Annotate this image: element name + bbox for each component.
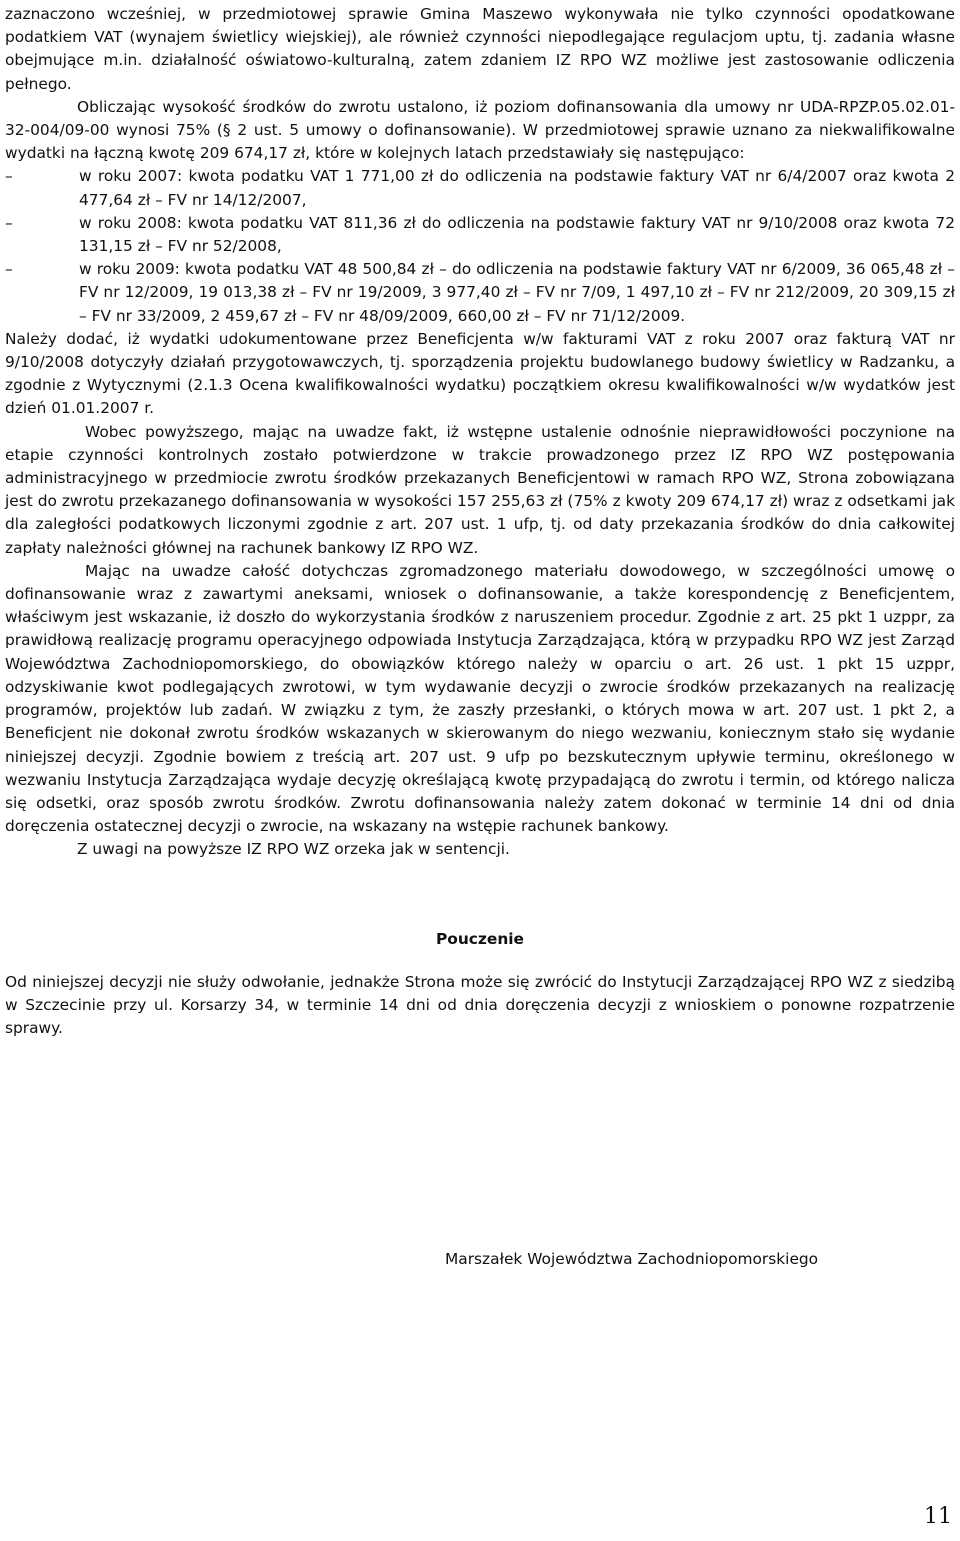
paragraph-justification: Mając na uwadze całość dotychczas zgromadzonego materiału dowodowego, w szczególności umowę o dofinansowanie wraz z zawartymi aneksami, wniosek o dofinansowanie, a także korespondencję z Beneficjentem, właściwym jest wskazanie, iż doszło do wykorzystania środków z naruszeniem procedur. Zgodnie z art. 25 pkt 1 uzppr, za prawidłową realizację programu operacyjnego odpowiada Instytucja Zarządzająca, którą w przypadku RPO WZ jest Zarząd Województwa Zachodniopomorskiego, do obowiązków którego należy w oparciu o art. 26 ust. 1 pkt 15 uzppr, odzyskiwanie kwot podlegających zwrotowi, w tym wydawanie decyzji o zwrocie środków przekazanych na realizację programów, projektów lub zadań. W związku z tym, że zaszły przesłanki, o których mowa w art. 207 ust. 1 pkt 2, a Beneficjent nie dokonał zwrotu środków wskazanych w skierowanym do niego wezwaniu, koniecznym stało się wydanie niniejszej decyzji. Zgodnie bowiem z treścią art. 207 ust. 9 ufp po bezskutecznym upływie terminu, określonego w wezwaniu Instytucja Zarządzająca wydaje decyzję określającą kwotę przypadającą do zwrotu i termin, od którego nalicza się odsetki, oraz sposób zwrotu środków. Zwrotu dofinansowania należy zatem dokonać w terminie 14 dni od dnia doręczenia ostatecznej decyzji o zwrocie, na wskazany na wstępie rachunek bankowy. — [5, 561, 955, 836]
document-body — [5, 3, 955, 1040]
instruction-heading: Pouczenie — [435, 929, 524, 948]
dash-bullet: – — [5, 167, 13, 186]
paragraph-ruling: Z uwagi na powyższe IZ RPO WZ orzeka jak w sentencji. — [77, 840, 510, 859]
paragraph-calculation: Obliczając wysokość środków do zwrotu ustalono, iż poziom dofinansowania dla umowy nr UDA-RPZP.05.02.01-32-004/09-00 wynosi 75% (§ 2 ust. 5 umowy o dofinansowanie). W przedmiotowej sprawie uznano za niekwalifikowalne wydatki na łączną kwotę 209 674,17 zł, które w kolejnych latach przedstawiały się następująco: — [5, 97, 955, 163]
dash-bullet: – — [5, 213, 13, 232]
paragraph-instruction: Od niniejszej decyzji nie służy odwołanie, jednakże Strona może się zwrócić do Instytucji Zarządzającej RPO WZ z siedzibą w Szczecinie przy ul. Korsarzy 34, w terminie 14 dni od dnia doręczenia decyzji z wnioskiem o ponowne rozpatrzenie sprawy. — [5, 972, 955, 1038]
signature-line: Marszałek Województwa Zachodniopomorskiego — [445, 1250, 819, 1268]
list-item-text: w roku 2007: kwota podatku VAT 1 771,00 zł do odliczenia na podstawie faktury VAT nr 6/4/2007 oraz kwota 2 477,64 zł – FV nr 14/12/2007, — [79, 167, 955, 209]
paragraph-note: Należy dodać, iż wydatki udokumentowane przez Beneficjenta w/w fakturami VAT z roku 2007 oraz fakturą VAT nr 9/10/2008 dotyczyły działań przygotowawczych, tj. sporządzenia projektu budowlanego budowy świetlicy w Radzanku, a zgodnie z Wytycznymi (2.1.3 Ocena kwalifikowalności wydatku) początkiem okresu kwalifikowalności w/w wydatków jest dzień 01.01.2007 r. — [5, 329, 955, 418]
dash-bullet: – — [5, 260, 13, 279]
paragraph-conclusion: Wobec powyższego, mając na uwadze fakt, iż wstępne ustalenie odnośnie nieprawidłowości poczynione na etapie czynności kontrolnych zostało potwierdzone w trakcie prowadzonego przez IZ RPO WZ postępowania administracyjnego w przedmiocie zwrotu środków przekazanych Beneficjentowi w ramach RPO WZ, Strona zobowiązana jest do zwrotu przekazanego dofinansowania w wysokości 157 255,63 zł (75% z kwoty 209 674,17 zł) wraz z odsetkami jak dla zaległości podatkowych liczonymi zgodnie z art. 207 ust. 1 ufp, tj. od daty przekazania środków do dnia całkowitej zapłaty należności głównej na rachunek bankowy IZ RPO WZ. — [5, 422, 955, 557]
page-number: 11 — [924, 1504, 952, 1529]
expense-list — [5, 165, 955, 327]
list-item-text: w roku 2008: kwota podatku VAT 811,36 zł do odliczenia na podstawie faktury VAT nr 9/10/2008 oraz kwota 72 131,15 zł – FV nr 52/2008, — [79, 213, 955, 256]
list-item — [5, 212, 955, 258]
list-item — [5, 165, 955, 211]
list-item — [5, 258, 955, 328]
list-item-text: w roku 2009: kwota podatku VAT 48 500,84 zł – do odliczenia na podstawie faktury VAT nr 6/2009, 36 065,48 zł – FV nr 12/2009, 19 013,38 zł – FV nr 19/2009, 3 977,40 zł – FV nr 7/09, 1 497,10 zł – FV nr 212/2009, 20 309,15 zł – FV nr 33/2009, 2 459,67 zł – FV nr 48/09/2009, 660,00 zł – FV nr 71/12/2009. — [79, 260, 955, 325]
paragraph-intro: zaznaczono wcześniej, w przedmiotowej sprawie Gmina Maszewo wykonywała nie tylko czynności opodatkowane podatkiem VAT (wynajem świetlicy wiejskiej), ale również czynności niepodlegające regulacjom uptu, tj. zadania własne obejmujące m.in. działalność oświatowo-kulturalną, zatem zdaniem IZ RPO WZ możliwe jest zastosowanie odliczenia pełnego. — [5, 5, 955, 93]
